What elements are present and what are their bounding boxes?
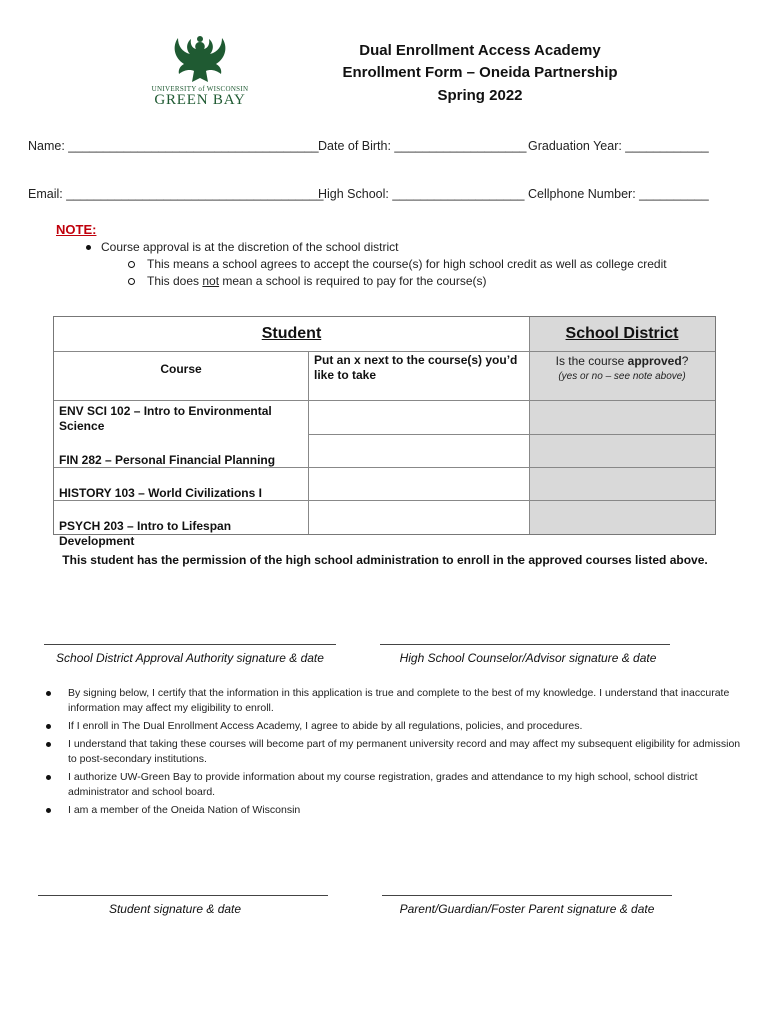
- approved-header-post: ?: [681, 354, 689, 368]
- note-label: NOTE:: [56, 222, 97, 237]
- note-sub-2-underlined: not: [202, 274, 220, 288]
- select-cell-4[interactable]: [309, 434, 529, 467]
- bullet-icon: [46, 742, 51, 747]
- permission-statement: This student has the permission of the high school administration to enroll in the approved courses listed above.: [62, 553, 708, 567]
- student-signature-label: Student signature & date: [108, 902, 242, 916]
- select-column-header: Put an x next to the course(s) you’d like to take: [314, 353, 518, 382]
- course-row-3: HISTORY 103 – World Civilizations I: [59, 486, 262, 500]
- school-district-header: School District: [565, 325, 679, 342]
- certification-item: I understand that taking these courses will become part of my permanent university record and may affect my subsequent eligibility for admission to post-secondary institutions.: [46, 737, 746, 767]
- select-cell-2[interactable]: [309, 468, 529, 500]
- parent-signature-line[interactable]: [382, 895, 672, 896]
- bullet-icon: [46, 808, 51, 813]
- note-sub-1: [128, 257, 667, 271]
- counselor-signature-line[interactable]: [380, 644, 670, 645]
- approved-column-note: (yes or no – see note above): [558, 371, 686, 382]
- name-field[interactable]: Name: ____________________________________: [28, 139, 319, 153]
- note-bullet-text: Course approval is at the discretion of the school district: [101, 240, 399, 254]
- note-sub-2-post: mean a school is required to pay for the course(s): [219, 274, 487, 288]
- note-bullet: [86, 240, 398, 254]
- form-title: Dual Enrollment Access Academy: [359, 42, 601, 59]
- circle-bullet-icon: [128, 278, 135, 285]
- course-column-header: Course: [160, 362, 202, 376]
- bullet-icon: [86, 245, 91, 250]
- email-field[interactable]: Email: _____________________________________: [28, 187, 324, 201]
- certification-item: By signing below, I certify that the information in this application is true and complete to the best of my knowledge. I understand that inaccurate information may affect my eligibility to enroll.: [46, 686, 746, 716]
- note-sub-1-text: This means a school agrees to accept the course(s) for high school credit as well as college credit: [147, 257, 667, 271]
- approved-header-bold: approved: [627, 354, 682, 368]
- certification-item: I am a member of the Oneida Nation of Wisconsin: [46, 803, 746, 818]
- course-row-1: ENV SCI 102 – Intro to Environmental Science: [59, 404, 272, 433]
- course-row-2: FIN 282 – Personal Financial Planning: [59, 453, 276, 467]
- circle-bullet-icon: [128, 261, 135, 268]
- bullet-icon: [46, 691, 51, 696]
- university-logo: [150, 34, 250, 112]
- bullet-icon: [46, 724, 51, 729]
- note-sub-2-pre: This does: [147, 274, 203, 288]
- form-term: Spring 2022: [437, 87, 523, 104]
- note-sub-2: [128, 274, 487, 288]
- course-table: [53, 316, 716, 548]
- approved-column-header: [529, 354, 715, 368]
- approved-header-pre: Is the course: [555, 354, 628, 368]
- district-signature-line[interactable]: [44, 644, 336, 645]
- student-signature-line[interactable]: [38, 895, 328, 896]
- bullet-icon: [46, 775, 51, 780]
- logo-name: GREEN BAY: [154, 92, 246, 108]
- certification-list: [0, 686, 770, 816]
- logo-university-line: UNIVERSITY of WISCONSIN: [151, 85, 249, 93]
- district-signature-label: School District Approval Authority signature & date: [56, 651, 324, 665]
- high-school-field[interactable]: High School: ___________________: [318, 187, 525, 201]
- district-column-shade: [529, 317, 715, 534]
- graduation-year-field[interactable]: Graduation Year: ____________: [528, 139, 709, 153]
- dob-field[interactable]: Date of Birth: ___________________: [318, 139, 527, 153]
- certification-item: I authorize UW-Green Bay to provide information about my course registration, grades and attendance to my high school, school district administrator and school board.: [46, 770, 746, 800]
- course-row-4: PSYCH 203 – Intro to Lifespan Development: [59, 519, 232, 548]
- counselor-signature-label: High School Counselor/Advisor signature & date: [399, 651, 657, 665]
- select-cell-3[interactable]: [309, 501, 529, 534]
- parent-signature-label: Parent/Guardian/Foster Parent signature & date: [399, 902, 655, 916]
- student-header: Student: [261, 325, 322, 342]
- certification-item: If I enroll in The Dual Enrollment Access Academy, I agree to abide by all regulations, policies, and procedures.: [46, 719, 746, 734]
- phoenix-icon: [170, 34, 230, 84]
- form-subtitle: Enrollment Form – Oneida Partnership: [342, 64, 618, 81]
- cellphone-field[interactable]: Cellphone Number: __________: [528, 187, 709, 201]
